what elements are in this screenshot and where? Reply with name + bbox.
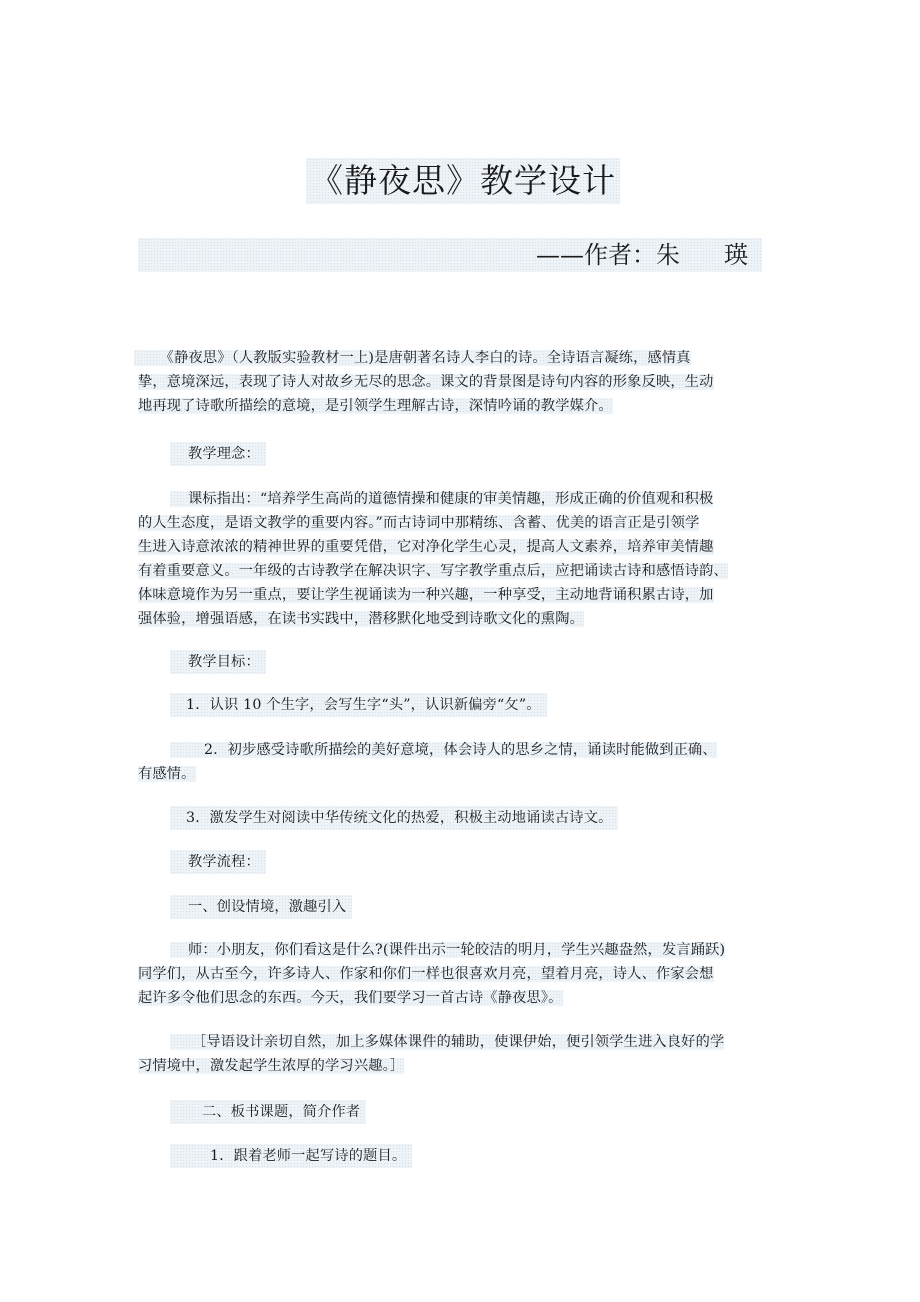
step-2-item-1: 1．跟着老师一起写诗的题目。 [170,1144,412,1168]
author-name: ——作者：朱 瑛 [536,241,748,269]
heading-teaching-concept: 教学理念： [170,442,266,466]
heading-teaching-goals: 教学目标： [170,650,266,674]
intro-paragraph: 《静夜思》（人教版实验教材一上)是唐朝著名诗人李白的诗。全诗语言凝练，感情真 挚，意境深远，表现了诗人对故乡无尽的思念。课文的背景图是诗句内容的形象反映，生动 地再现了诗歌所描绘的意境，是引领学生理解古诗，深情吟诵的教学媒介。 [138,346,766,418]
goal-2: 2．初步感受诗歌所描绘的美好意境，体会诗人的思乡之情，诵读时能做到正确、 有感情。 [138,742,717,782]
step-2-heading: 二、板书课题，简介作者 [170,1100,366,1124]
document-title: 《静夜思》教学设计 [306,158,620,204]
teacher-dialogue: 师：小朋友，你们看这是什么?(课件出示一轮皎洁的明月，学生兴趣盎然，发言踊跃) 同学们，从古至今，许多诗人、作家和你们一样也很喜欢月亮，望着月亮，诗人、作家会想 起许多令他们思念的东西。今天，我们要学习一首古诗《静夜思》。 [138,942,726,1006]
design-note: ［导语设计亲切自然，加上多媒体课件的辅助，使课伊始，便引领学生进入良好的学 习情境中，激发起学生浓厚的学习兴趣。］ [138,1034,725,1074]
concept-paragraph: 课标指出：“培养学生高尚的道德情操和健康的审美情趣，形成正确的价值观和积极 的人生态度，是语文教学的重要内容。”而古诗词中那精练、含蓄、优美的语言正是引领学 生进入诗意浓浓的精神世界的重要凭借，它对净化学生心灵，提高人文素养，培养审美情趣 有着重要意义。一年级的古诗教学在解决识字、写字教学重点后，应把诵读古诗和感悟诗韵、 体味意境作为另一重点，要让学生视诵读为一种兴趣，一种享受，主动地背诵积累古诗，加 强体验，增强语感，在读书实践中，潜移默化地受到诗歌文化的熏陶。 [138,491,728,627]
step-1-heading: 一、创设情境，激趣引入 [170,895,352,919]
author-line [138,238,762,272]
goal-3: 3．激发学生对阅读中华传统文化的热爱，积极主动地诵读古诗文。 [170,806,618,830]
goal-1: 1．认识 10 个生字，会写生字“头”，认识新偏旁“攵”。 [170,693,547,717]
heading-teaching-process: 教学流程： [170,850,266,874]
